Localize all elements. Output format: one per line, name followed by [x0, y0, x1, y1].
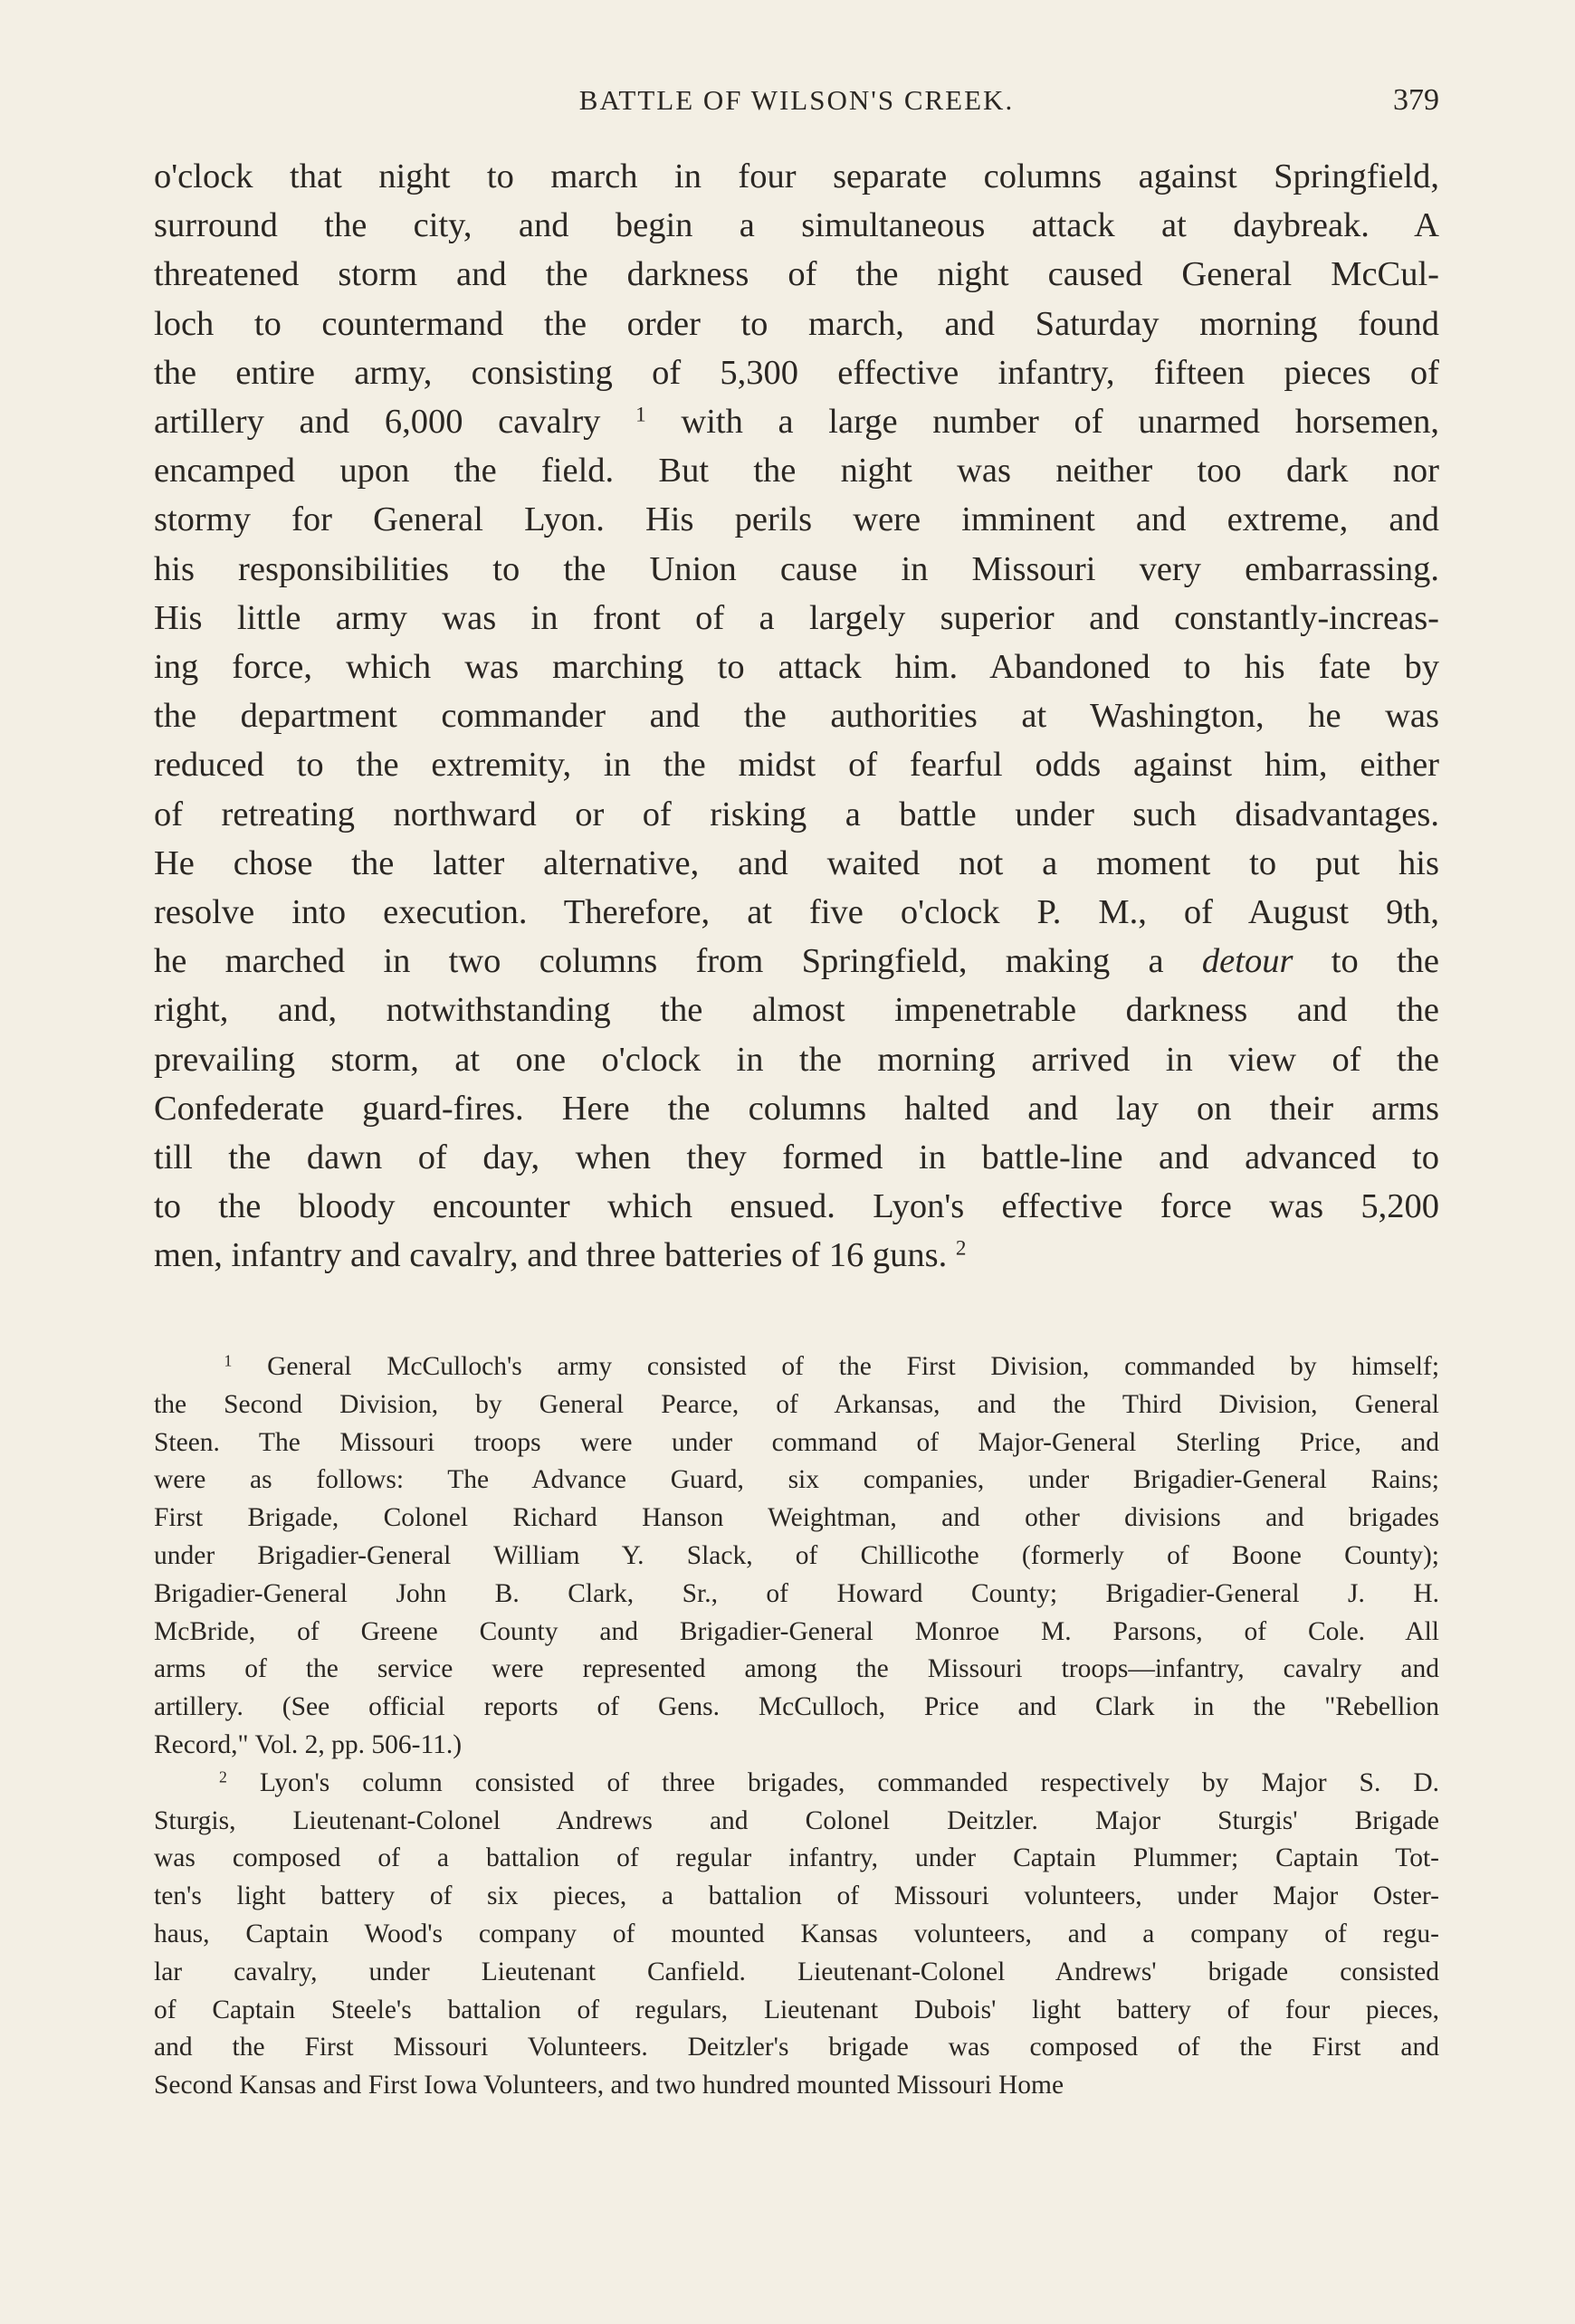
- running-title: BATTLE OF WILSON'S CREEK.: [578, 84, 1015, 116]
- body-line-part: to the: [1331, 942, 1440, 981]
- footnote-1-line: Record," Vol. 2, pp. 506-11.): [154, 1729, 463, 1759]
- body-line: surround the city, and begin a simultaneous attack at daybreak. A: [154, 206, 1439, 245]
- time-abbrev: P. M.: [1036, 893, 1139, 932]
- footnote-1-line: under Brigadier-General William Y. Slack, of Chillicothe (formerly of Boone County);: [154, 1540, 1439, 1570]
- page-number: 379: [1393, 83, 1439, 117]
- footnote-1-line: were as follows: The Advance Guard, six companies, under Brigadier-General Rains;: [154, 1465, 1439, 1495]
- body-line: stormy for General Lyon. His perils were imminent and extreme, and: [154, 500, 1439, 539]
- body-line: till the dawn of day, when they formed in battle-line and advanced to: [154, 1138, 1439, 1177]
- footnote-2-line: Sturgis, Lieutenant-Colonel Andrews and Colonel Deitzler. Major Sturgis' Brigade: [154, 1805, 1439, 1835]
- footnote-1-line: [154, 1348, 1439, 1386]
- body-line-part: , of August 9th,: [1138, 893, 1439, 932]
- footnote-2-line: Second Kansas and First Iowa Volunteers, and two hundred mounted Missouri Home: [154, 2071, 1064, 2100]
- footnote-1-line: arms of the service were represented among the Missouri troops—infantry, cavalry and: [154, 1654, 1439, 1684]
- footnote-ref-2: 2: [955, 1235, 967, 1260]
- footnote-1-line: Steen. The Missouri troops were under command of Major-General Sterling Price, and: [154, 1427, 1439, 1457]
- body-line: reduced to the extremity, in the midst of fearful odds against him, either: [154, 746, 1439, 785]
- footnote-text: General McCulloch's army consisted of the First Division, commanded by himself;: [267, 1352, 1440, 1381]
- body-line: threatened storm and the darkness of the night caused General McCul-: [154, 255, 1439, 294]
- body-line: [154, 1231, 1439, 1280]
- body-line: loch to countermand the order to march, and Saturday morning found: [154, 304, 1439, 343]
- main-text: [154, 152, 1439, 1281]
- body-line-part: men, infantry and cavalry, and three batteries of 16 guns.: [154, 1236, 948, 1275]
- footnote-2-marker: 2: [218, 1767, 227, 1786]
- body-line-part: he marched in two columns from Springfield, making a: [154, 942, 1164, 981]
- footnote-2-line: haus, Captain Wood's company of mounted Kansas volunteers, and a company of regu-: [154, 1919, 1439, 1948]
- footnotes: [154, 1348, 1439, 2105]
- footnote-2-line: of Captain Steele's battalion of regulars, Lieutenant Dubois' light battery of four pieces,: [154, 1995, 1439, 2024]
- body-line: the department commander and the authorities at Washington, he was: [154, 697, 1439, 736]
- body-line-part: with a large number of unarmed horsemen,: [681, 403, 1440, 442]
- body-line: prevailing storm, at one o'clock in the morning arrived in view of the: [154, 1040, 1439, 1079]
- body-line-part: artillery and 6,000 cavalry: [154, 403, 601, 442]
- footnote-1-line: artillery. (See official reports of Gens. McCulloch, Price and Clark in the "Rebellion: [154, 1692, 1439, 1722]
- footnote-2-line: and the First Missouri Volunteers. Deitzler's brigade was composed of the First and: [154, 2033, 1439, 2062]
- body-line: ing force, which was marching to attack him. Abandoned to his fate by: [154, 648, 1439, 687]
- body-line: his responsibilities to the Union cause in Missouri very embarrassing.: [154, 549, 1439, 588]
- footnote-2-line: [154, 1765, 1439, 1803]
- body-line: the entire army, consisting of 5,300 effective infantry, fifteen pieces of: [154, 353, 1439, 392]
- body-line: o'clock that night to march in four separate columns against Springfield,: [154, 157, 1439, 195]
- footnote-ref-1: 1: [635, 402, 646, 426]
- body-line: [154, 397, 1439, 446]
- italic-word: detour: [1201, 942, 1293, 981]
- footnote-2-line: ten's light battery of six pieces, a battalion of Missouri volunteers, under Major Oster-: [154, 1881, 1439, 1911]
- footnote-1-line: Brigadier-General John B. Clark, Sr., of Howard County; Brigadier-General J. H.: [154, 1578, 1439, 1608]
- body-line: right, and, notwithstanding the almost impenetrable darkness and the: [154, 991, 1439, 1030]
- body-line: His little army was in front of a largely superior and constantly-increas-: [154, 598, 1439, 637]
- body-line: Confederate guard-fires. Here the columns halted and lay on their arms: [154, 1089, 1439, 1128]
- footnote-1-line: First Brigade, Colonel Richard Hanson Weightman, and other divisions and brigades: [154, 1503, 1439, 1533]
- footnote-text: Lyon's column consisted of three brigades, commanded respectively by Major S. D.: [259, 1767, 1440, 1797]
- footnote-1-line: McBride, of Greene County and Brigadier-General Monroe M. Parsons, of Cole. All: [154, 1616, 1439, 1646]
- footnote-1-line: the Second Division, by General Pearce, of Arkansas, and the Third Division, General: [154, 1389, 1439, 1419]
- body-line: encamped upon the field. But the night was neither too dark nor: [154, 452, 1439, 491]
- body-line: of retreating northward or of risking a battle under such disadvantages.: [154, 795, 1439, 833]
- footnote-1-marker: 1: [224, 1351, 233, 1370]
- body-line-part: resolve into execution. Therefore, at five o'clock: [154, 893, 1000, 932]
- body-line: [154, 937, 1439, 986]
- footnote-2-line: lar cavalry, under Lieutenant Canfield. Lieutenant-Colonel Andrews' brigade consisted: [154, 1957, 1439, 1986]
- body-line: He chose the latter alternative, and waited not a moment to put his: [154, 843, 1439, 882]
- running-header: [154, 78, 1439, 123]
- footnote-2-line: was composed of a battalion of regular infantry, under Captain Plummer; Captain Tot-: [154, 1843, 1439, 1873]
- body-line: [154, 888, 1439, 937]
- body-line: to the bloody encounter which ensued. Lyon's effective force was 5,200: [154, 1187, 1439, 1226]
